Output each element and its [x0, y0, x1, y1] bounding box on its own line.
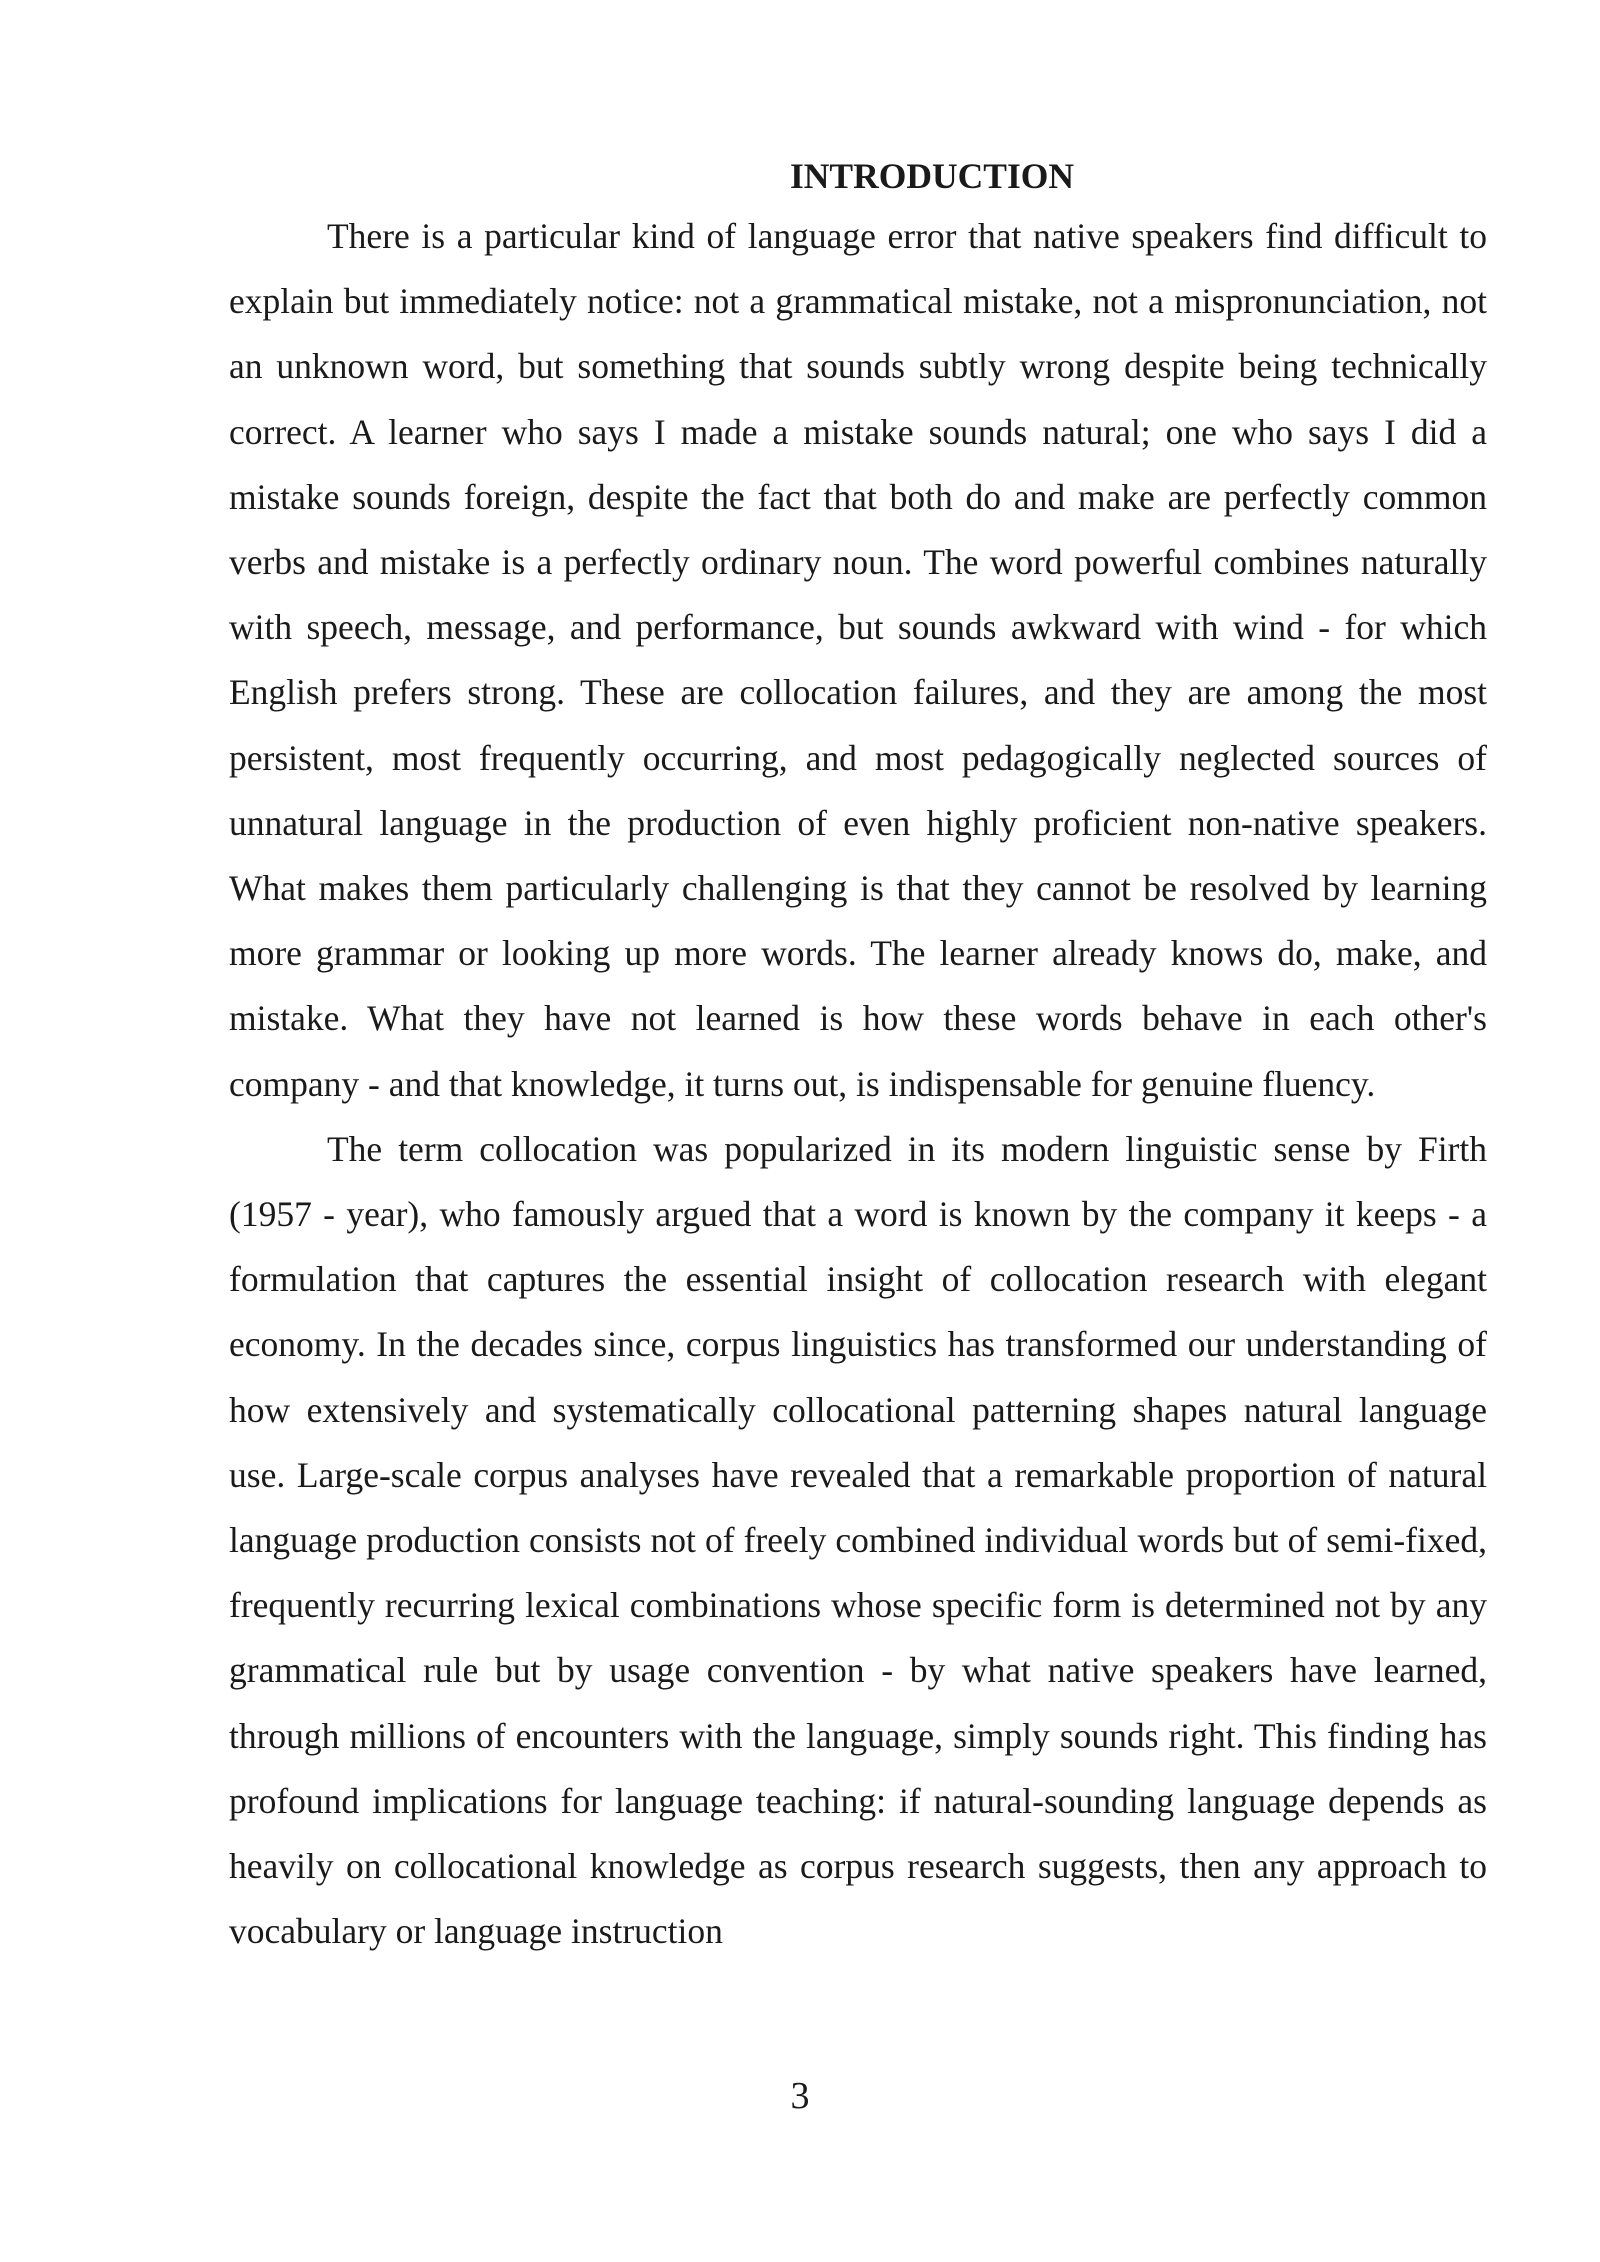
- page-body: [229, 148, 1487, 1964]
- body-paragraph-2: The term collocation was popularized in its modern linguistic sense by Firth (1957 - year), who famously argued that a word is known by the company it keeps - a formulation that captures the essential insight of collocation research with elegant economy. In the decades since, corpus linguistics has transformed our understanding of how extensively and systematically collocational patterning shapes natural language use. Large-scale corpus analyses have revealed that a remarkable proportion of natural language production consists not of freely combined individual words but of semi-fixed, frequently recurring lexical combinations whose specific form is determined not by any grammatical rule but by usage convention - by what native speakers have learned, through millions of encounters with the language, simply sounds right. This finding has profound implications for language teaching: if natural-sounding language depends as heavily on collocational knowledge as corpus research suggests, then any approach to vocabulary or language instruction: [229, 1128, 1487, 1952]
- page-number: 3: [790, 2075, 810, 2117]
- section-heading: INTRODUCTION: [789, 156, 1075, 196]
- body-paragraph-1: There is a particular kind of language error that native speakers find difficult to explain but immediately notice: not a grammatical mistake, not a mispronunciation, not an unknown word, but something that sounds subtly wrong despite being technically correct. A learner who says I made a mistake sounds natural; one who says I did a mistake sounds foreign, despite the fact that both do and make are perfectly common verbs and mistake is a perfectly ordinary noun. The word powerful combines naturally with speech, message, and performance, but sounds awkward with wind - for which English prefers strong. These are collocation failures, and they are among the most persistent, most frequently occurring, and most pedagogically neglected sources of unnatural language in the production of even highly proficient non-native speakers. What makes them particularly challenging is that they cannot be resolved by learning more grammar or looking up more words. The learner already knows do, make, and mistake. What they have not learned is how these words behave in each other's company - and that knowledge, it turns out, is indispensable for genuine fluency.: [229, 216, 1487, 1104]
